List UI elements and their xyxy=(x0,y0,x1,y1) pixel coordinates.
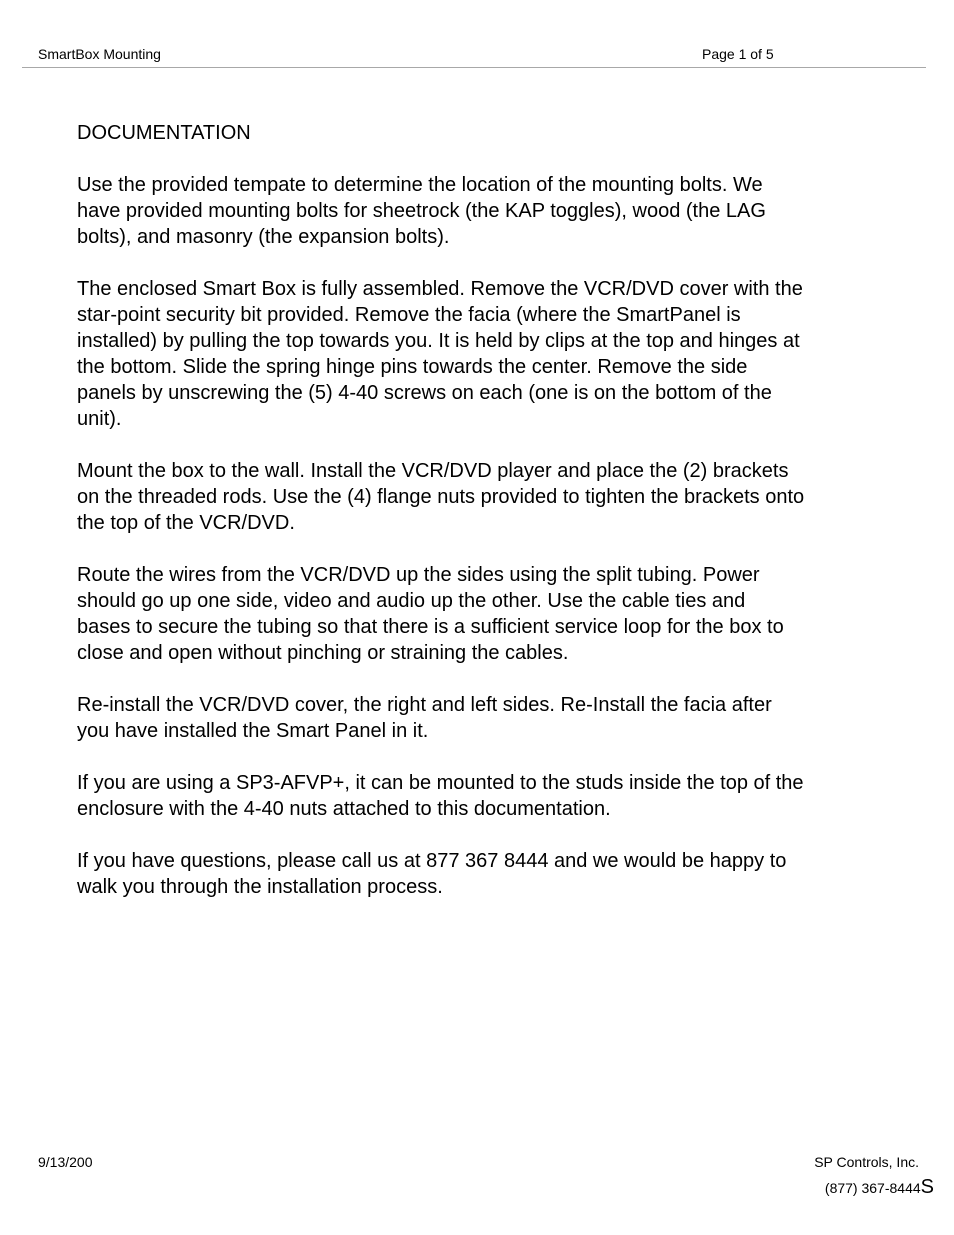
paragraph-contact: If you have questions, please call us at 877 367 8444 and we would be happy to walk you through the installation process. xyxy=(77,850,787,898)
paragraph-wiring: Route the wires from the VCR/DVD up the sides using the split tubing. Power should go up one side, video and audio up the other. Use the cable ties and bases to secure the tubing so that there is a sufficient service loop for the box to close and open without pinching or straining the cables. xyxy=(77,564,784,664)
footer-phone-suffix: S xyxy=(920,1176,934,1198)
paragraph-assembly: The enclosed Smart Box is fully assembled. Remove the VCR/DVD cover with the star-point security bit provided. Remove the facia (where the SmartPanel is installed) by pulling the top towards you. It is held by clips at the top and hinges at the bottom. Slide the spring hinge pins towards the center. Remove the side panels by unscrewing the (5) 4-40 screws on each (one is on the bottom of the unit). xyxy=(77,278,803,430)
section-heading: DOCUMENTATION xyxy=(77,122,251,144)
paragraph-mounting: Mount the box to the wall. Install the VCR/DVD player and place the (2) brackets on the threaded rods. Use the (4) flange nuts provided to tighten the brackets onto the top of the VCR/DVD. xyxy=(77,460,805,534)
footer-phone-line xyxy=(825,1176,934,1200)
header-divider xyxy=(22,67,926,68)
footer-company: SP Controls, Inc. xyxy=(814,1154,919,1170)
page-number: Page 1 of 5 xyxy=(702,46,774,62)
paragraph-reinstall: Re-install the VCR/DVD cover, the right and left sides. Re-Install the facia after you have installed the Smart Panel in it. xyxy=(77,694,772,742)
paragraph-template: Use the provided tempate to determine the location of the mounting bolts. We have provided mounting bolts for sheetrock (the KAP toggles), wood (the LAG bolts), and masonry (the expansion bolts). xyxy=(77,174,766,248)
document-title: SmartBox Mounting xyxy=(38,46,161,62)
footer-phone: (877) 367-8444 xyxy=(824,1180,921,1196)
document-body xyxy=(77,120,887,926)
footer-date: 9/13/200 xyxy=(38,1154,93,1170)
paragraph-sp3-afvp: If you are using a SP3-AFVP+, it can be mounted to the studs inside the top of the enclosure with the 4-40 nuts attached to this documentation. xyxy=(77,772,804,820)
